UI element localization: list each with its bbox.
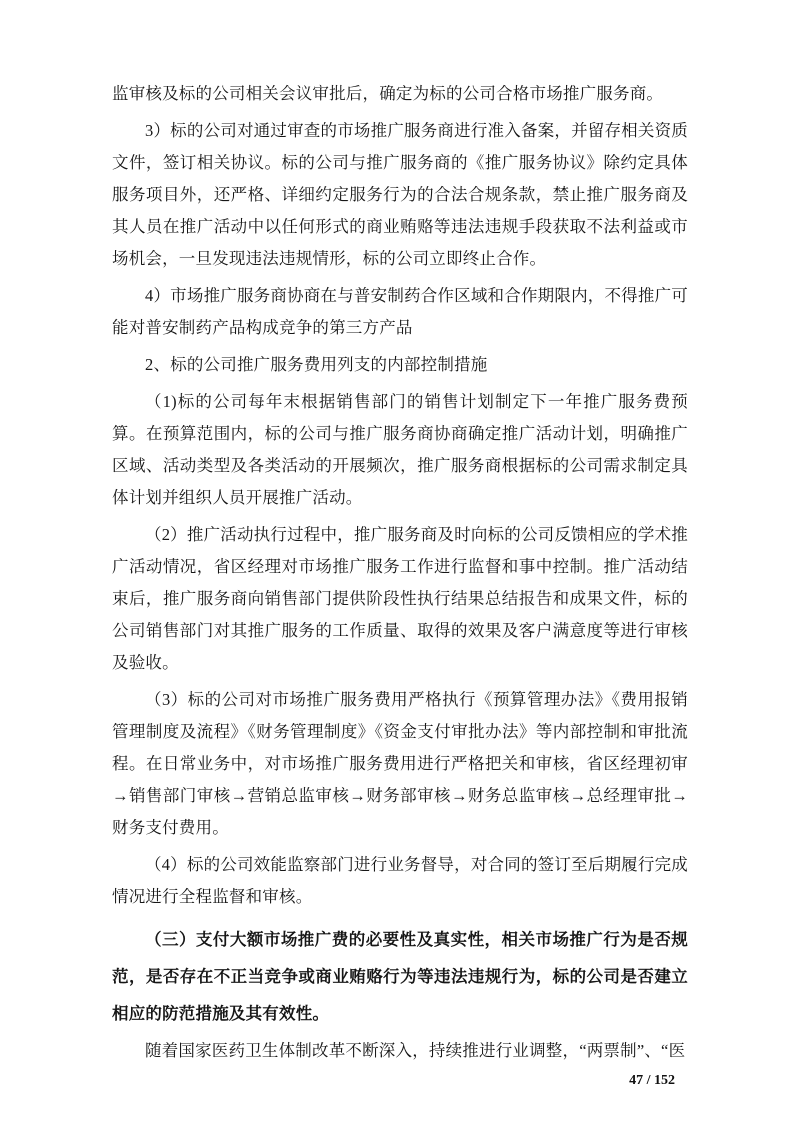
paragraph-item-3: 3）标的公司对通过审查的市场推广服务商进行准入备案，并留存相关资质文件，签订相关协议。标的公司与推广服务商的《推广服务协议》除约定具体服务项目外，还严格、详细约定服务行为的合法合规条款，禁止推广服务商及其人员在推广活动中以任何形式的商业贿赂等违法违规手段获取不法利益或市场机会，一旦发现违法违规情形，标的公司立即终止合作。 [112, 121, 688, 268]
paragraph-subitem-1: （1)标的公司每年末根据销售部门的销售计划制定下一年推广服务费预算。在预算范围内，标的公司与推广服务商协商确定推广活动计划，明确推广区域、活动类型及各类活动的开展频次，推广服务商根据标的公司需求制定具体计划并组织人员开展推广活动。 [112, 392, 688, 507]
page-number: 47 / 152 [629, 1073, 675, 1088]
paragraph-subitem-2: （2）推广活动执行过程中，推广服务商及时向标的公司反馈相应的学术推广活动情况，省区经理对市场推广服务工作进行监督和事中控制。推广活动结束后，推广服务商向销售部门提供阶段性执行结果总结报告和成果文件，标的公司销售部门对其推广服务的工作质量、取得的效果及客户满意度等进行审核及验收。 [112, 525, 688, 672]
paragraph-closing: 随着国家医药卫生体制改革不断深入，持续推进行业调整，“两票制”、“医 [145, 1041, 686, 1060]
paragraph-continuation: 监审核及标的公司相关会议审批后，确定为标的公司合格市场推广服务商。 [112, 84, 664, 103]
section-heading-three: （三）支付大额市场推广费的必要性及真实性，相关市场推广行为是否规范，是否存在不正当竞争或商业贿赂行为等违法违规行为，标的公司是否建立相应的防范措施及其有效性。 [112, 930, 688, 1023]
subsection-heading-2: 2、标的公司推广服务费用列支的内部控制措施 [145, 355, 488, 374]
document-body [112, 78, 688, 1090]
paragraph-subitem-4: （4）标的公司效能监察部门进行业务督导，对合同的签订至后期履行完成情况进行全程监督和审核。 [112, 855, 688, 906]
paragraph-subitem-3: （3）标的公司对市场推广服务费用严格执行《预算管理办法》《费用报销管理制度及流程》《财务管理制度》《资金支付审批办法》等内部控制和审批流程。在日常业务中，对市场推广服务费用进行严格把关和审核，省区经理初审→销售部门审核→营销总监审核→财务部审核→财务总监审核→总经理审批→财务支付费用。 [112, 690, 688, 837]
paragraph-item-4: 4）市场推广服务商协商在与普安制药合作区域和合作期限内，不得推广可能对普安制药产品构成竞争的第三方产品 [112, 286, 688, 337]
